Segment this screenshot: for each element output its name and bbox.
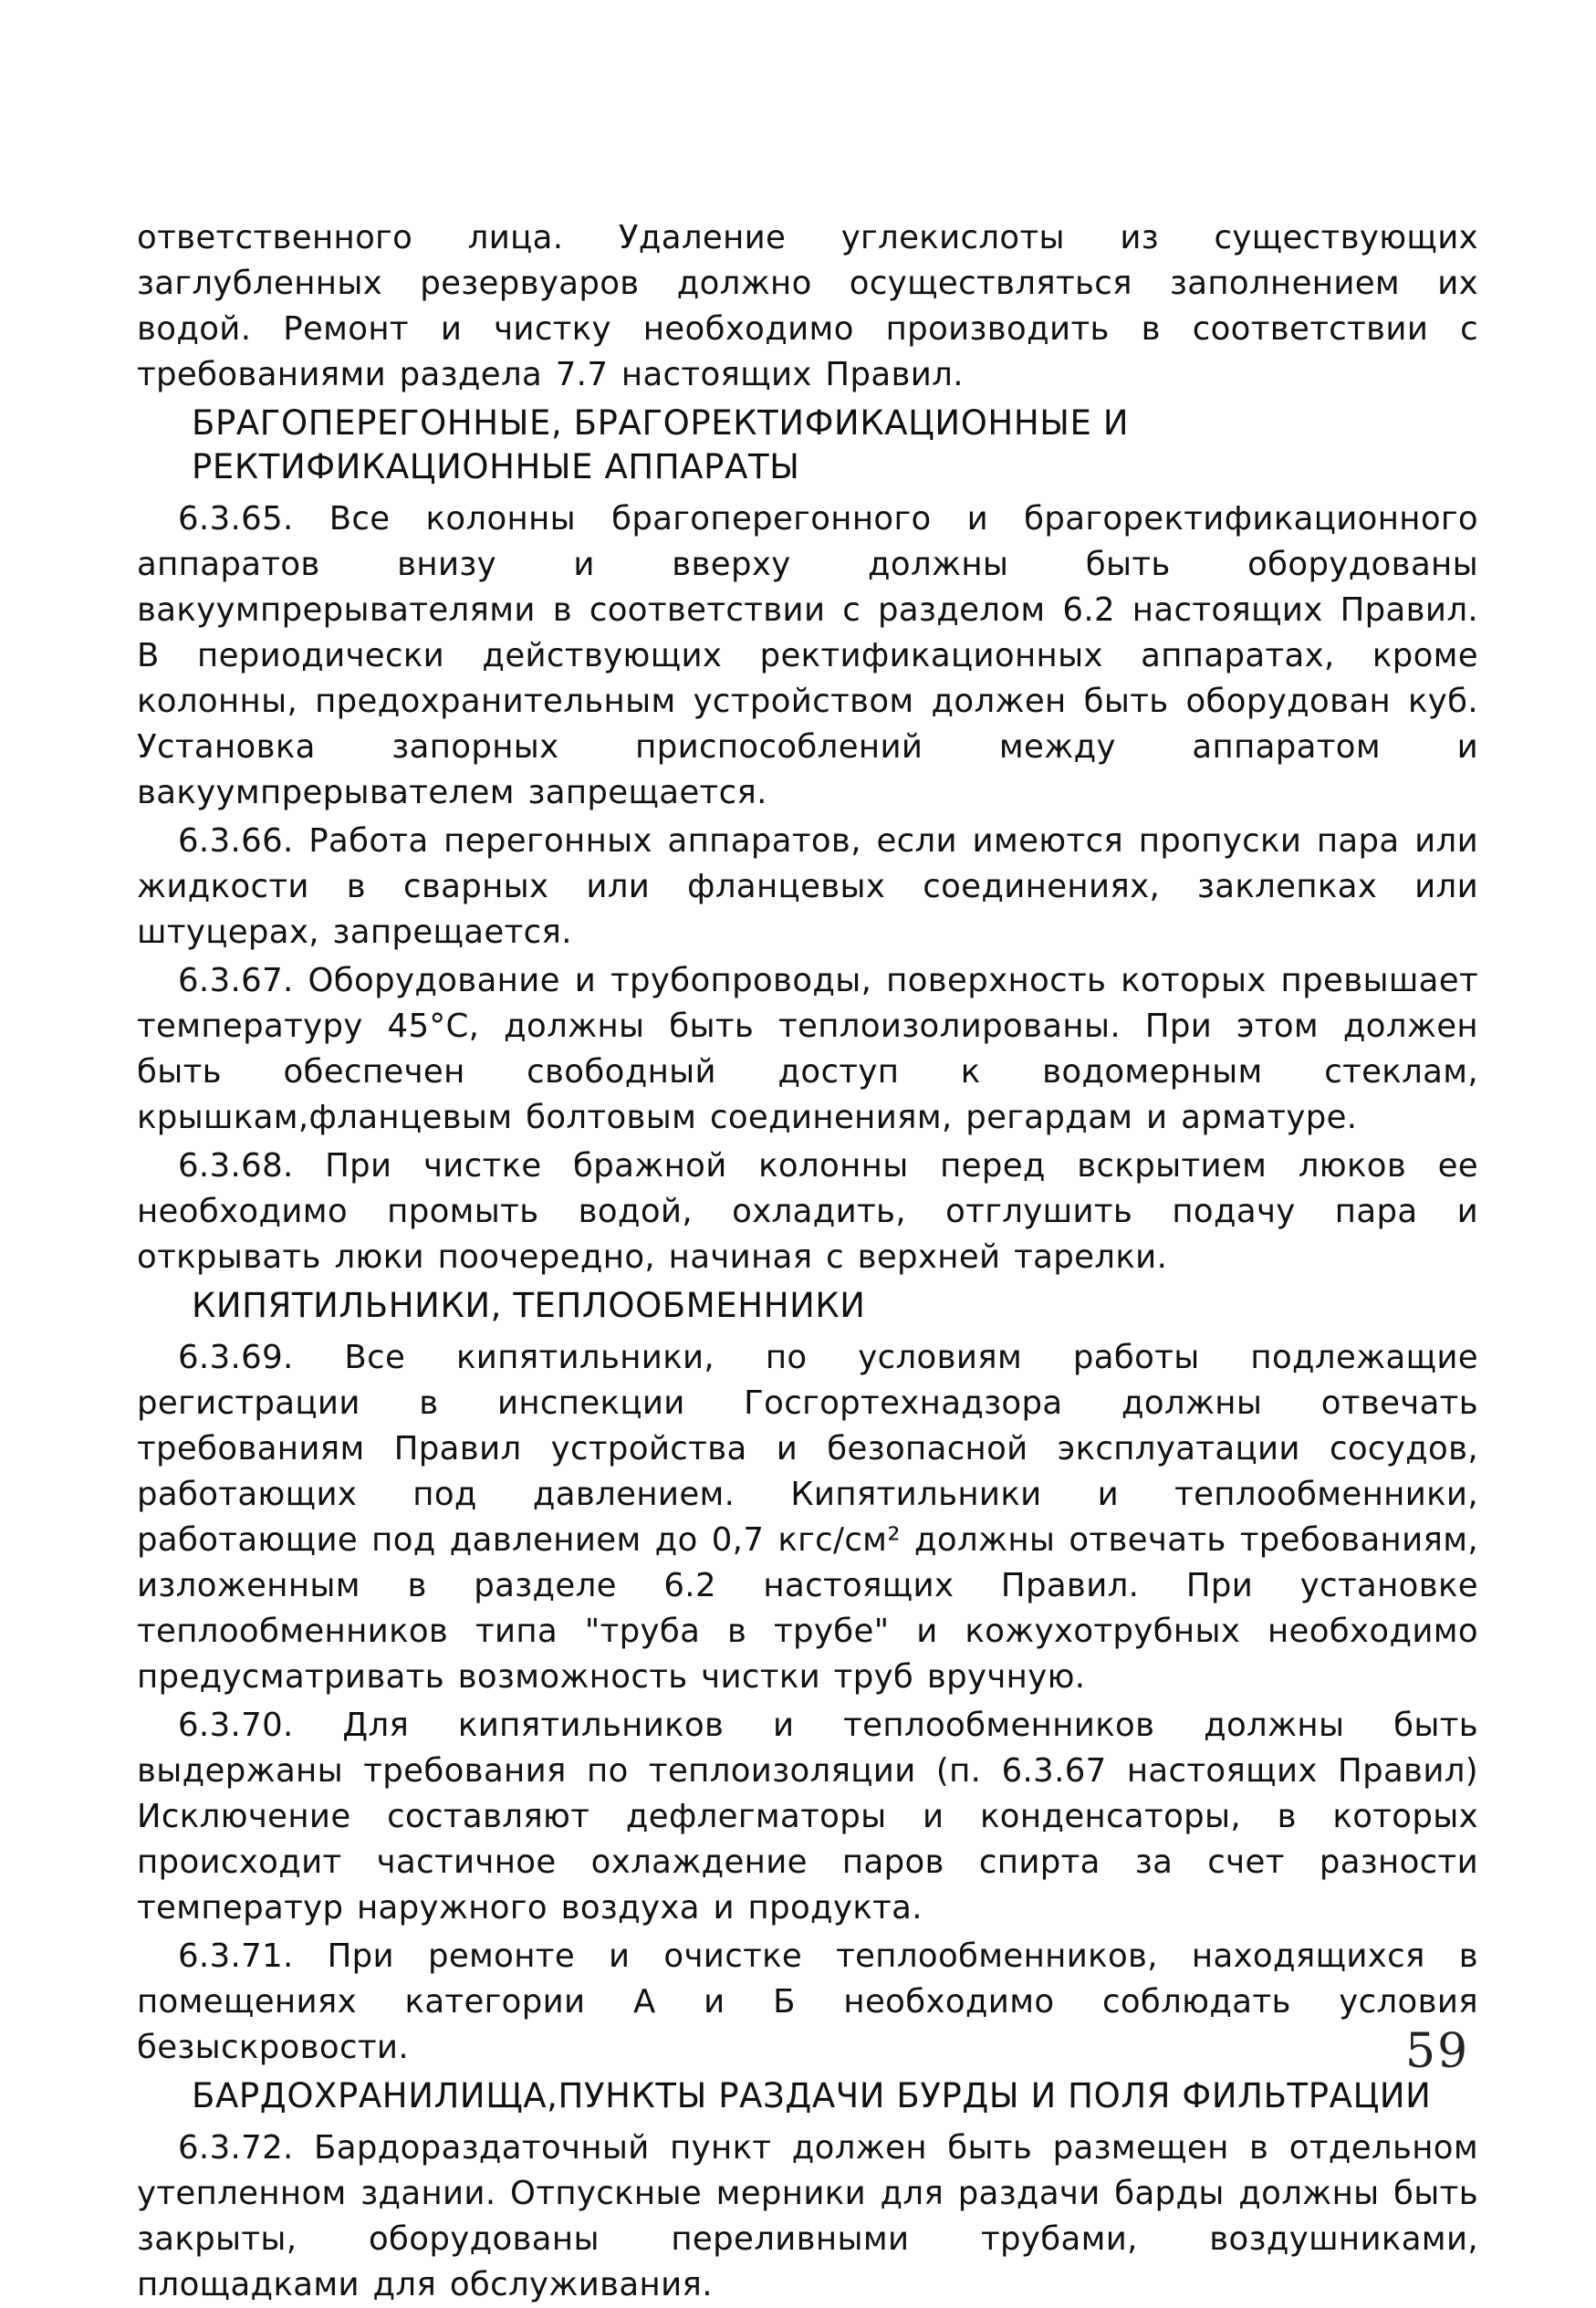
page-number: 59	[1405, 2024, 1470, 2079]
clause-6-3-65: 6.3.65. Все колонны брагоперегонного и брагоректификационного аппаратов внизу и вверху должны быть оборудованы вакуумпрерывателями в соответствии с разделом 6.2 настоящих Правил. В периодически действующих ректификационных аппаратах, кроме колонны, предохранительным устройством должен быть оборудован куб. Установка запорных приспособлений между аппаратом и вакуумпрерывателем запрещается.	[137, 500, 1478, 811]
clause-6-3-68: 6.3.68. При чистке бражной колонны перед вскрытием люков ее необходимо промыть водой, охладить, отглушить подачу пара и открывать люки поочередно, начиная с верхней тарелки.	[137, 1147, 1478, 1276]
clause-6-3-71: 6.3.71. При ремонте и очистке теплообменников, находящихся в помещениях категории А и Б необходимо соблюдать условия безыскровости.	[137, 1937, 1478, 2066]
section-heading-distillation-apparatus: БРАГОПЕРЕГОННЫЕ, БРАГОРЕКТИФИКАЦИОННЫЕ И РЕКТИФИКАЦИОННЫЕ АППАРАТЫ	[192, 403, 1130, 486]
clause-6-3-67: 6.3.67. Оборудование и трубопроводы, поверхность которых превышает температуру 45°С, должны быть теплоизолированы. При этом должен быть обеспечен свободный доступ к водомерным стеклам, крышкам,фланцевым болтовым соединениям, регардам и арматуре.	[137, 962, 1478, 1136]
clause-6-3-66: 6.3.66. Работа перегонных аппаратов, если имеются пропуски пара или жидкости в сварных или фланцевых соединениях, заклепках или штуцерах, запрещается.	[137, 822, 1478, 951]
section-heading-stillage-storage: БАРДОХРАНИЛИЩА,ПУНКТЫ РАЗДАЧИ БУРДЫ И ПОЛЯ ФИЛЬТРАЦИИ	[192, 2076, 1432, 2115]
page-body	[137, 215, 1478, 2303]
section-heading-boilers-heat-exchangers: КИПЯТИЛЬНИКИ, ТЕПЛООБМЕННИКИ	[192, 1286, 866, 1325]
clause-6-3-69: 6.3.69. Все кипятильники, по условиям работы подлежащие регистрации в инспекции Госгортехнадзора должны отвечать требованиям Правил устройства и безопасной эксплуатации сосудов, работающих под давлением. Кипятильники и теплообменники, работающие под давлением до 0,7 кгс/см² должны отвечать требованиям, изложенным в разделе 6.2 настоящих Правил. При установке теплообменников типа "труба в трубе" и кожухотрубных необходимо предусматривать возможность чистки труб вручную.	[137, 1339, 1478, 1696]
clause-6-3-72: 6.3.72. Бардораздаточный пункт должен быть размещен в отдельном утепленном здании. Отпускные мерники для раздачи барды должны быть закрыты, оборудованы переливными трубами, воздушниками, площадками для обслуживания.	[137, 2129, 1478, 2303]
clause-6-3-70: 6.3.70. Для кипятильников и теплообменников должны быть выдержаны требования по теплоизоляции (п. 6.3.67 настоящих Правил) Исключение составляют дефлегматоры и конденсаторы, в которых происходит частичное охлаждение паров спирта за счет разности температур наружного воздуха и продукта.	[137, 1707, 1478, 1927]
paragraph-continuation: ответственного лица. Удаление углекислоты из существующих заглубленных резервуаров должно осуществляться заполнением их водой. Ремонт и чистку необходимо производить в соответствии с требованиями раздела 7.7 настоящих Правил.	[137, 219, 1478, 393]
